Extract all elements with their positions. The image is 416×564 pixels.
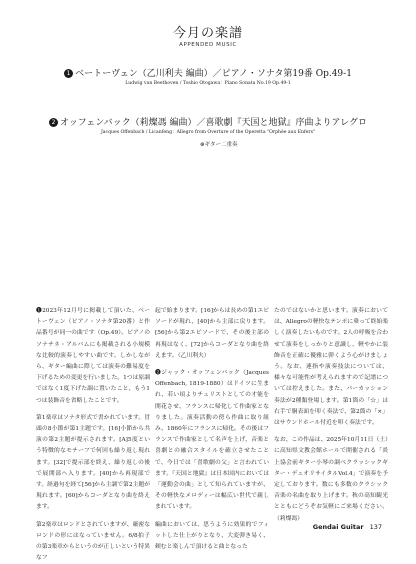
- paragraph: ❶2023年12月号に掲載して頂いた、ベートーヴェン（ピアノ・ソナタ第20番）と作品番号が同一の曲です（Op.49）。ピアノのソナチネ・アルバムにも掲載される小規模な比較的演奏しやすい曲です。しかしながら、ギター編曲に際しては演奏の難易度を下げるための変更を行いました。1つは原調ではなく1度下げた調に置いたこと、もう1つは装飾音を省略したことです。: [36, 308, 150, 404]
- paragraph: ❷ジャック・オッフェンバック（Jacques Offenbach, 1819-1880）はドイツに生まれ、若い頃よりチェリストとしての才能を開花させ、フランスに帰化して作曲家となりました。演奏活動の傍ら作曲に取り組み、1860年にフランスに帰化。その後はフランスで作曲家として名声を上げ、音楽と喜劇との融合スタイルを確立させたことで、今日では「喜歌劇の父」と言われています。『天国と地獄』は日本国内においては「運動会の曲」として知られていますが、その軽快なメロディーは幅広い世代で親しまれています。: [155, 370, 269, 511]
- piece-number-badge: 2: [49, 118, 58, 127]
- piece-1: [0, 68, 416, 88]
- piece-number-badge: 1: [64, 69, 73, 78]
- paragraph: たのではないかと思います。演奏においては、Allegroの軽快なテンポに乗って終始楽しく演奏したいものです。2人の呼吸を合わせて演奏をしっかりと意識し、軽やかに装飾音を正確に優雅に弾くよう心がけましょう。なお、連指や演奏技法については、様々な可能性が考えられますので記譜については控えました。また、バーカッション奏法が2種類登場します。第1箇の「☆」は右手で胴表面を叩く奏法で、第2箇の「×」はサウンドホール付近を叩く奏法です。: [274, 308, 388, 427]
- paragraph: 起で始まります。[16]からは長めの第1エピソードが現れ、[40]から主部に戻ります。[56]から第2エピソードで、その後主部の再現はなく、[72]からコーダとなり曲を終えます。（乙川利夫）: [155, 308, 269, 359]
- piece-2: [0, 117, 416, 137]
- paragraph: 第1楽章はソナタ形式で書かれています。冒頭の8小節が第1主題です。[16]小節から共演の第2主題が提示されます。[A]5度という特徴的なモチーフで何回も繰り返し現れます。[32]で提示部を終え、繰り返しの後で展開部へ入ります。[40]から再現部です。経過句を経て[56]から主調で第2主題が現れます。[60]からコーダとなり曲を終えます。: [36, 414, 150, 511]
- paragraph: 第2楽章はロンドとされていますが、厳密なロンドの形にはなっていません。6/8拍子の第3楽章からというのが正しいという特異なフ: [36, 521, 150, 562]
- piece-2-instrumentation: ⊛ギター二重奏: [200, 142, 238, 148]
- page-number: 137: [369, 523, 382, 531]
- magazine-name: Gendai Guitar: [312, 523, 364, 531]
- paragraph: 編曲においては、思うように効果的でフィットした仕上がりとなり、大変弾き易く、頼むと楽しんで頂けると曲となった: [155, 521, 269, 551]
- piece-2-english-title: Jacques Offenbach / Licanfeng：Allegro from Overture of the Operetta "Orphée aux Enfers": [100, 130, 316, 135]
- piece-1-english-title: Ludwig van Beethoven / Toshio Otogawa：Piano Sonata No.19 Op.49-1: [125, 81, 291, 86]
- piece-2-title: オッフェンバック（莉燦馮 編曲）／喜歌劇『天国と地獄』序曲よりアレグロ: [60, 118, 367, 128]
- piece-1-heading: [0, 68, 416, 80]
- piece-2-heading: [0, 117, 416, 129]
- paragraph: なお、この作品は、2025年10月11日（土）に高知県文教会館ホールで開催される「炎上協会前ギター小琴の調べクラッシックギター・デュオリサイタルVol.4」で演奏を予定しております。数にも多数のクラシック音楽の名曲を取り上げます。秋の高知観光とともにどうぞお気軽にご来場ください。（莉燦馮）: [274, 437, 388, 522]
- page-title: 今月の楽譜: [172, 26, 243, 41]
- page-subtitle: APPENDED MUSIC: [179, 42, 237, 48]
- article-column-2: [155, 306, 269, 551]
- article-column-1: [36, 306, 150, 562]
- page-footer: [313, 523, 382, 531]
- article-column-3: [274, 306, 388, 522]
- piece-1-title: ベートーヴェン（乙川利夫 編曲）／ピアノ・ソナタ第19番 Op.49-1: [75, 69, 352, 79]
